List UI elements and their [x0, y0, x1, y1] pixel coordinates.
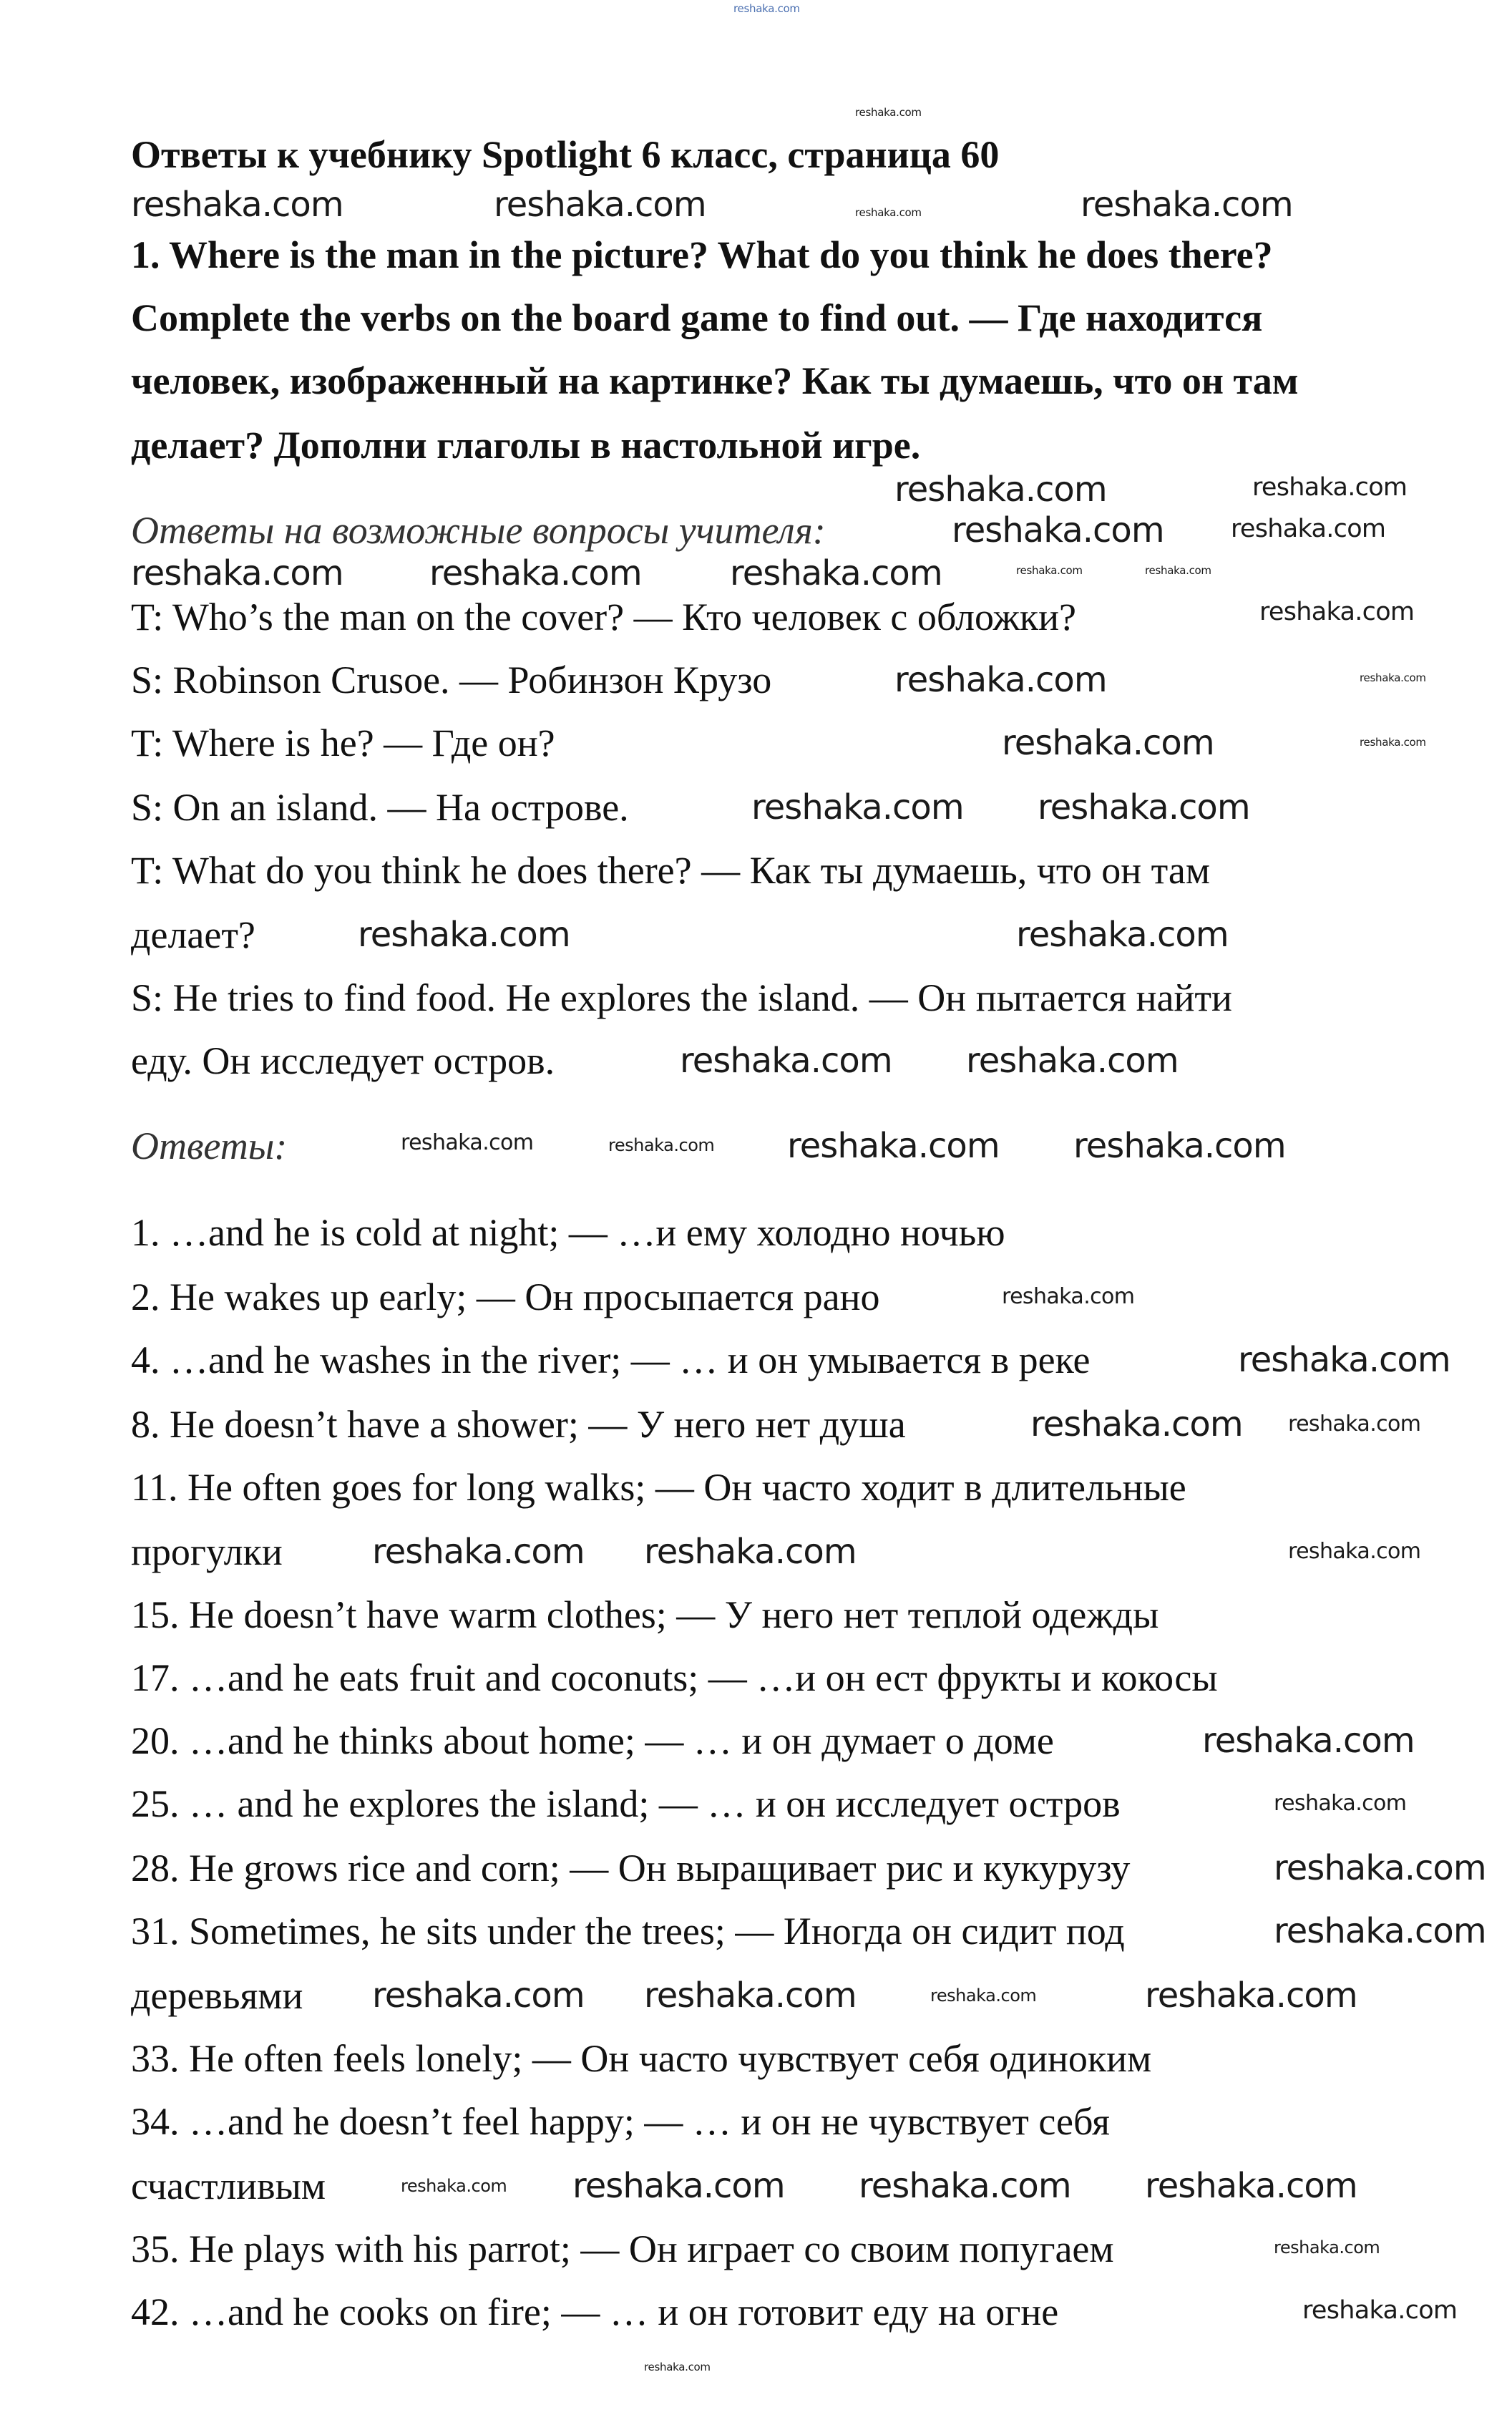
watermark-text: reshaka.com [1016, 564, 1083, 577]
watermark-text: reshaka.com [730, 553, 942, 593]
watermark-text: reshaka.com [787, 1126, 1000, 1166]
answer-line: 15. He doesn’t have warm clothes; — У него нет теплой одежды [131, 1593, 1159, 1636]
question-line: Complete the verbs on the board game to find out. — Где находится [131, 296, 1263, 339]
watermark-text: reshaka.com [644, 1975, 857, 2016]
dialogue-line: делает? [131, 913, 255, 956]
answer-line: деревьями [131, 1974, 303, 2017]
watermark-text: reshaka.com [1202, 1721, 1415, 1761]
answer-line: 33. He often feels lonely; — Он часто чувствует себя одиноким [131, 2037, 1152, 2080]
answer-line: 17. …and he eats fruit and coconuts; — …и он ест фрукты и кокосы [131, 1656, 1218, 1699]
watermark-text: reshaka.com [1238, 1340, 1450, 1380]
watermark-text: reshaka.com [1030, 1404, 1243, 1444]
watermark-text: reshaka.com [401, 2176, 507, 2196]
dialogue-line: S: On an island. — На острове. [131, 786, 629, 829]
watermark-text: reshaka.com [1360, 736, 1426, 749]
watermark-text: reshaka.com [1288, 1411, 1421, 1437]
answer-line: счастливым [131, 2164, 326, 2207]
dialogue-line: еду. Он исследует остров. [131, 1039, 555, 1082]
answer-line: 2. He wakes up early; — Он просыпается рано [131, 1275, 880, 1318]
watermark-text: reshaka.com [372, 1975, 585, 2016]
answer-line: 25. … and he explores the island; — … и он исследует остров [131, 1782, 1121, 1825]
watermark-text: reshaka.com [1002, 723, 1214, 763]
answer-line: прогулки [131, 1530, 283, 1573]
question-line: делает? Дополни глаголы в настольной игре. [131, 424, 921, 467]
dialogue-line: T: What do you think he does there? — Как ты думаешь, что он там [131, 849, 1211, 892]
watermark-text: reshaka.com [1145, 1975, 1357, 2016]
answer-line: 4. …and he washes in the river; — … и он умывается в реке [131, 1338, 1091, 1381]
watermark-text: reshaka.com [608, 1135, 715, 1155]
watermark-text: reshaka.com [859, 2166, 1071, 2206]
watermark-text: reshaka.com [1274, 1848, 1486, 1888]
question-line: человек, изображенный на картинке? Как ты думаешь, что он там [131, 359, 1299, 402]
watermark-text: reshaka.com [855, 106, 922, 119]
watermark-text: reshaka.com [131, 553, 343, 593]
watermark-text: reshaka.com [644, 2361, 711, 2373]
watermark-text: reshaka.com [894, 470, 1107, 510]
answer-line: 34. …and he doesn’t feel happy; — … и он не чувствует себя [131, 2100, 1110, 2143]
answer-line: 31. Sometimes, he sits under the trees; — Иногда он сидит под [131, 1910, 1125, 1953]
watermark-text: reshaka.com [930, 1986, 1037, 2006]
watermark-text: reshaka.com [1274, 1791, 1407, 1816]
teacher-questions-heading: Ответы на возможные вопросы учителя: [131, 509, 826, 552]
dialogue-line: T: Where is he? — Где он? [131, 721, 555, 764]
watermark-text: reshaka.com [1252, 473, 1408, 502]
watermark-text: reshaka.com [644, 1532, 857, 1572]
watermark-text: reshaka.com [372, 1532, 585, 1572]
watermark-text: reshaka.com [401, 1130, 534, 1155]
answer-line: 8. He doesn’t have a shower; — У него нет душа [131, 1403, 906, 1446]
watermark-text: reshaka.com [1360, 671, 1426, 684]
dialogue-line: S: Robinson Crusoe. — Робинзон Крузо [131, 658, 772, 701]
watermark-text: reshaka.com [1145, 2166, 1357, 2206]
answer-line: 28. He grows rice and corn; — Он выращивает рис и кукурузу [131, 1847, 1131, 1890]
watermark-text: reshaka.com [1288, 1539, 1421, 1564]
watermark-text: reshaka.com [572, 2166, 785, 2206]
watermark-text: reshaka.com [1145, 564, 1211, 577]
watermark-text: reshaka.com [894, 660, 1107, 700]
watermark-text: reshaka.com [680, 1041, 892, 1081]
answer-line: 20. …and he thinks about home; — … и он думает о доме [131, 1719, 1054, 1762]
watermark-text: reshaka.com [952, 510, 1164, 550]
watermark-text: reshaka.com [1038, 787, 1250, 827]
watermark-text: reshaka.com [966, 1041, 1179, 1081]
watermark-text: reshaka.com [733, 2, 800, 15]
watermark-text: reshaka.com [1274, 1911, 1486, 1951]
page-title: Ответы к учебнику Spotlight 6 класс, страница 60 [131, 133, 1000, 176]
watermark-text: reshaka.com [1081, 185, 1293, 225]
watermark-text: reshaka.com [1259, 598, 1415, 626]
watermark-text: reshaka.com [429, 553, 642, 593]
watermark-text: reshaka.com [131, 185, 343, 225]
watermark-text: reshaka.com [1002, 1284, 1135, 1309]
watermark-text: reshaka.com [1274, 2237, 1380, 2258]
answers-heading: Ответы: [131, 1124, 288, 1167]
watermark-text: reshaka.com [358, 915, 570, 955]
question-line: 1. Where is the man in the picture? What do you think he does there? [131, 233, 1273, 276]
answer-line: 1. …and he is cold at night; — …и ему холодно ночью [131, 1211, 1005, 1254]
answer-line: 42. …and he cooks on fire; — … и он готовит еду на огне [131, 2290, 1059, 2333]
watermark-text: reshaka.com [1302, 2296, 1458, 2325]
answer-line: 35. He plays with his parrot; — Он играет со своим попугаем [131, 2227, 1114, 2270]
dialogue-line: S: He tries to find food. He explores the island. — Он пытается найти [131, 976, 1232, 1019]
watermark-text: reshaka.com [494, 185, 706, 225]
dialogue-line: T: Who’s the man on the cover? — Кто человек с обложки? [131, 596, 1077, 638]
watermark-text: reshaka.com [855, 206, 922, 219]
watermark-text: reshaka.com [1016, 915, 1229, 955]
watermark-text: reshaka.com [751, 787, 964, 827]
watermark-text: reshaka.com [1073, 1126, 1286, 1166]
answer-line: 11. He often goes for long walks; — Он часто ходит в длительные [131, 1466, 1186, 1509]
watermark-text: reshaka.com [1231, 515, 1386, 543]
